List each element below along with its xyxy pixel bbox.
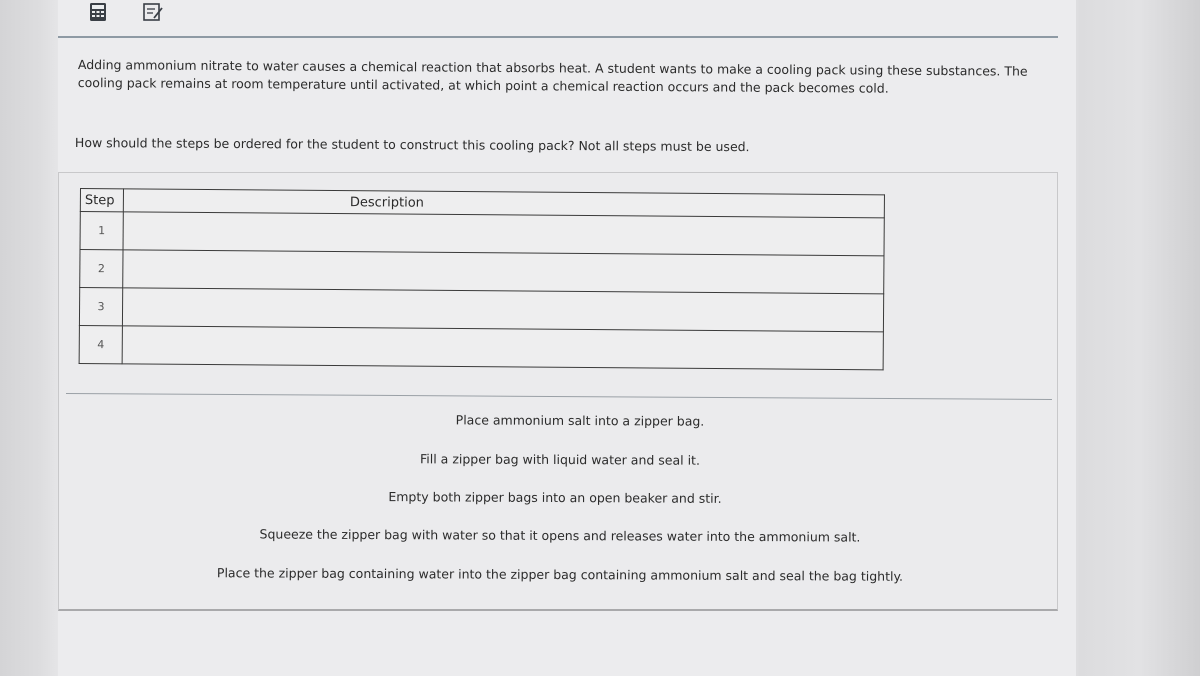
draggable-option[interactable]: Place ammonium salt into a zipper bag.: [455, 412, 705, 429]
draggable-option[interactable]: Squeeze the zipper bag with water so that it opens and releases water into the ammonium salt.: [259, 526, 861, 545]
table-row: [80, 250, 884, 294]
draggable-option[interactable]: Place the zipper bag containing water into the zipper bag containing ammonium salt and seal the bag tightly.: [216, 565, 904, 584]
description-header: Description: [123, 189, 884, 218]
draggable-option[interactable]: Empty both zipper bags into an open beaker and stir.: [388, 489, 722, 506]
step-number: 2: [80, 250, 123, 288]
steps-table: [79, 188, 885, 370]
notepad-icon[interactable]: [142, 2, 162, 22]
drop-slot-2[interactable]: [123, 250, 884, 294]
step-header: Step: [80, 189, 123, 212]
calculator-icon[interactable]: [88, 2, 108, 22]
table-row: [79, 288, 883, 332]
step-number: 4: [79, 325, 122, 363]
table-row: [79, 325, 883, 369]
step-number: 1: [80, 212, 123, 250]
drop-slot-4[interactable]: [122, 326, 883, 370]
drop-slot-1[interactable]: [123, 212, 884, 256]
draggable-option[interactable]: Fill a zipper bag with liquid water and seal it.: [419, 451, 701, 468]
table-row: [80, 212, 884, 256]
question-prompt: How should the steps be ordered for the student to construct this cooling pack? Not all steps must be used.: [74, 135, 750, 155]
step-number: 3: [79, 288, 122, 326]
drop-slot-3[interactable]: [122, 288, 883, 332]
toolbar: [58, 0, 1058, 38]
question-text: Adding ammonium nitrate to water causes a chemical reaction that absorbs heat. A student wants to make a cooling pack using these substances. The cooling pack remains at room temperature until activated, at which point a chemical reaction occurs and the pack becomes cold.: [77, 56, 1028, 96]
